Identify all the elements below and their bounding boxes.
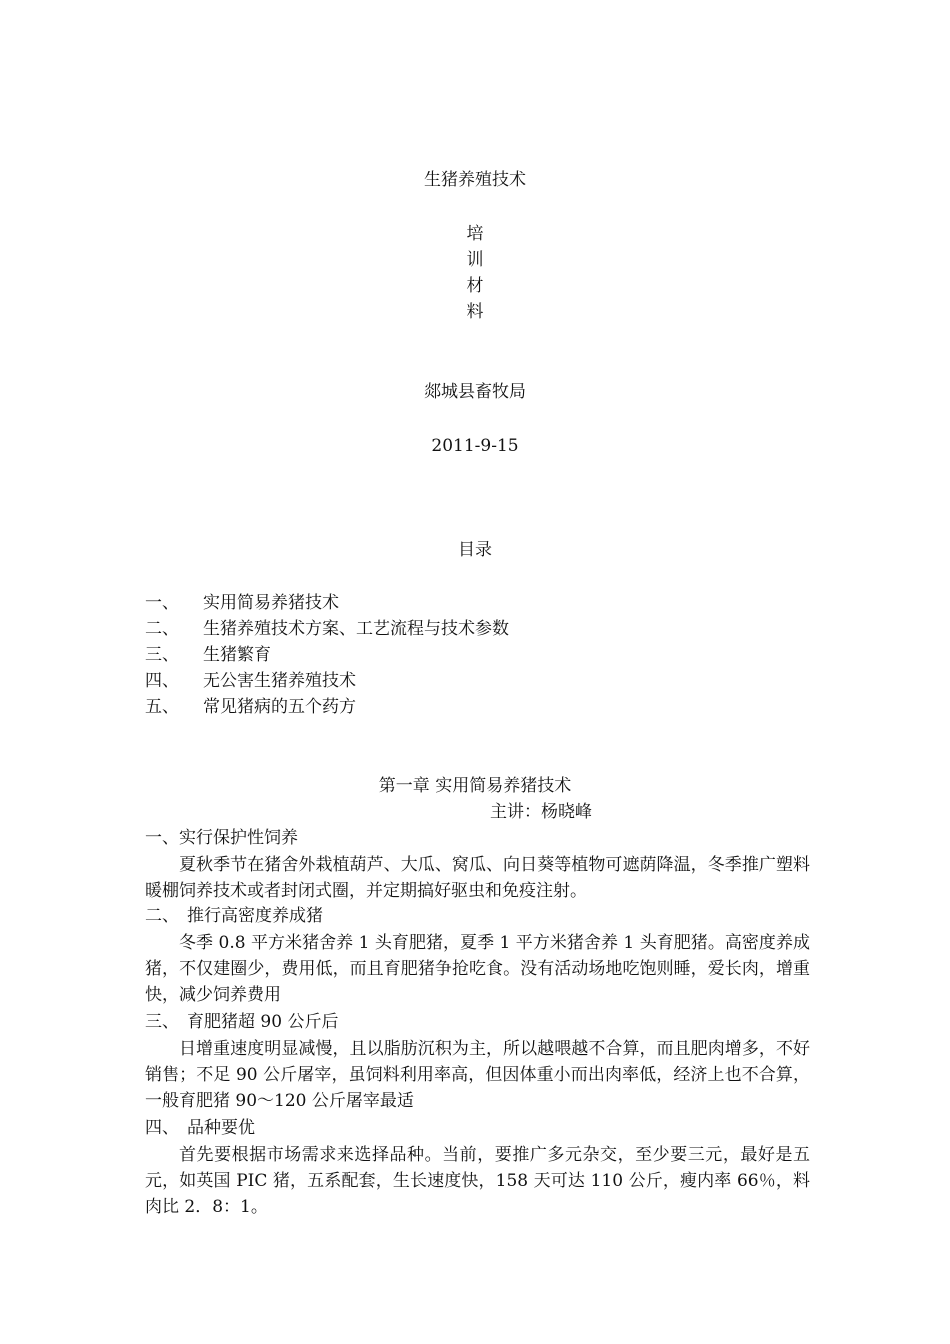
section-heading bbox=[145, 1010, 338, 1034]
toc-heading: 目录 bbox=[458, 540, 492, 560]
section-body: 夏秋季节在猪舍外栽植葫芦、大瓜、窝瓜、向日葵等植物可遮荫降温，冬季推广塑料暖棚饲养技术或者封闭式圈，并定期搞好驱虫和免疫注射。 bbox=[145, 855, 810, 901]
toc-item-text: 常见猪病的五个药方 bbox=[203, 697, 356, 717]
cover-organization: 郯城县畜牧局 bbox=[424, 382, 526, 402]
cover-subtitle-char: 训 bbox=[466, 250, 484, 270]
toc-item-number: 三、 bbox=[145, 645, 179, 665]
section-body: 首先要根据市场需求来选择品种。当前，要推广多元杂交，至少要三元，最好是五元，如英国 PIC 猪，五系配套，生长速度快，158 天可达 110 公斤，瘦内率 66％，料肉比 2．8：1。 bbox=[145, 1145, 810, 1217]
chapter-title: 第一章 实用简易养猪技术 bbox=[378, 776, 572, 796]
cover-subtitle-char: 材 bbox=[466, 276, 484, 296]
cover-date: 2011-9-15 bbox=[431, 436, 519, 456]
toc-item-number: 一、 bbox=[145, 593, 179, 613]
toc-item-number: 五、 bbox=[145, 697, 179, 717]
section-heading-text: 推行高密度养成猪 bbox=[187, 906, 323, 926]
section-heading-text: 育肥猪超 90 公斤后 bbox=[187, 1012, 339, 1032]
toc-item bbox=[145, 669, 356, 693]
toc-item-number: 二、 bbox=[145, 619, 179, 639]
cover-subtitle-char: 培 bbox=[466, 224, 484, 244]
section-heading bbox=[145, 904, 323, 928]
section-body: 冬季 0.8 平方米猪舍养 1 头育肥猪，夏季 1 平方米猪舍养 1 头育肥猪。高密度养成猪，不仅建圈少，费用低，而且育肥猪争抢吃食。没有活动场地吃饱则睡，爱长肉，增重快，减少饲养费用 bbox=[145, 933, 810, 1005]
toc-item bbox=[145, 591, 339, 615]
toc-item-text: 实用简易养猪技术 bbox=[203, 593, 339, 613]
toc-item-text: 生猪繁育 bbox=[203, 645, 271, 665]
section-heading-text: 品种要优 bbox=[187, 1118, 255, 1138]
cover-subtitle-char: 料 bbox=[466, 302, 484, 322]
chapter-speaker: 主讲：杨晓峰 bbox=[490, 802, 592, 822]
toc-item-text: 生猪养殖技术方案、工艺流程与技术参数 bbox=[203, 619, 509, 639]
section-heading: 一、实行保护性饲养 bbox=[145, 828, 298, 848]
toc-item bbox=[145, 643, 271, 667]
section-body: 日增重速度明显减慢，且以脂肪沉积为主，所以越喂越不合算，而且肥肉增多，不好销售；不足 90 公斤屠宰，虽饲料利用率高，但因体重小而出肉率低，经济上也不合算，一般育肥猪 90～120 公斤屠宰最适 bbox=[145, 1039, 810, 1111]
cover-title: 生猪养殖技术 bbox=[424, 170, 526, 190]
section-number: 四、 bbox=[145, 1118, 179, 1138]
toc-item-number: 四、 bbox=[145, 671, 179, 691]
section-number: 二、 bbox=[145, 906, 179, 926]
toc-item bbox=[145, 695, 356, 719]
toc-item-text: 无公害生猪养殖技术 bbox=[203, 671, 356, 691]
section-number: 三、 bbox=[145, 1012, 179, 1032]
toc-item bbox=[145, 617, 509, 641]
section-heading bbox=[145, 1116, 255, 1140]
